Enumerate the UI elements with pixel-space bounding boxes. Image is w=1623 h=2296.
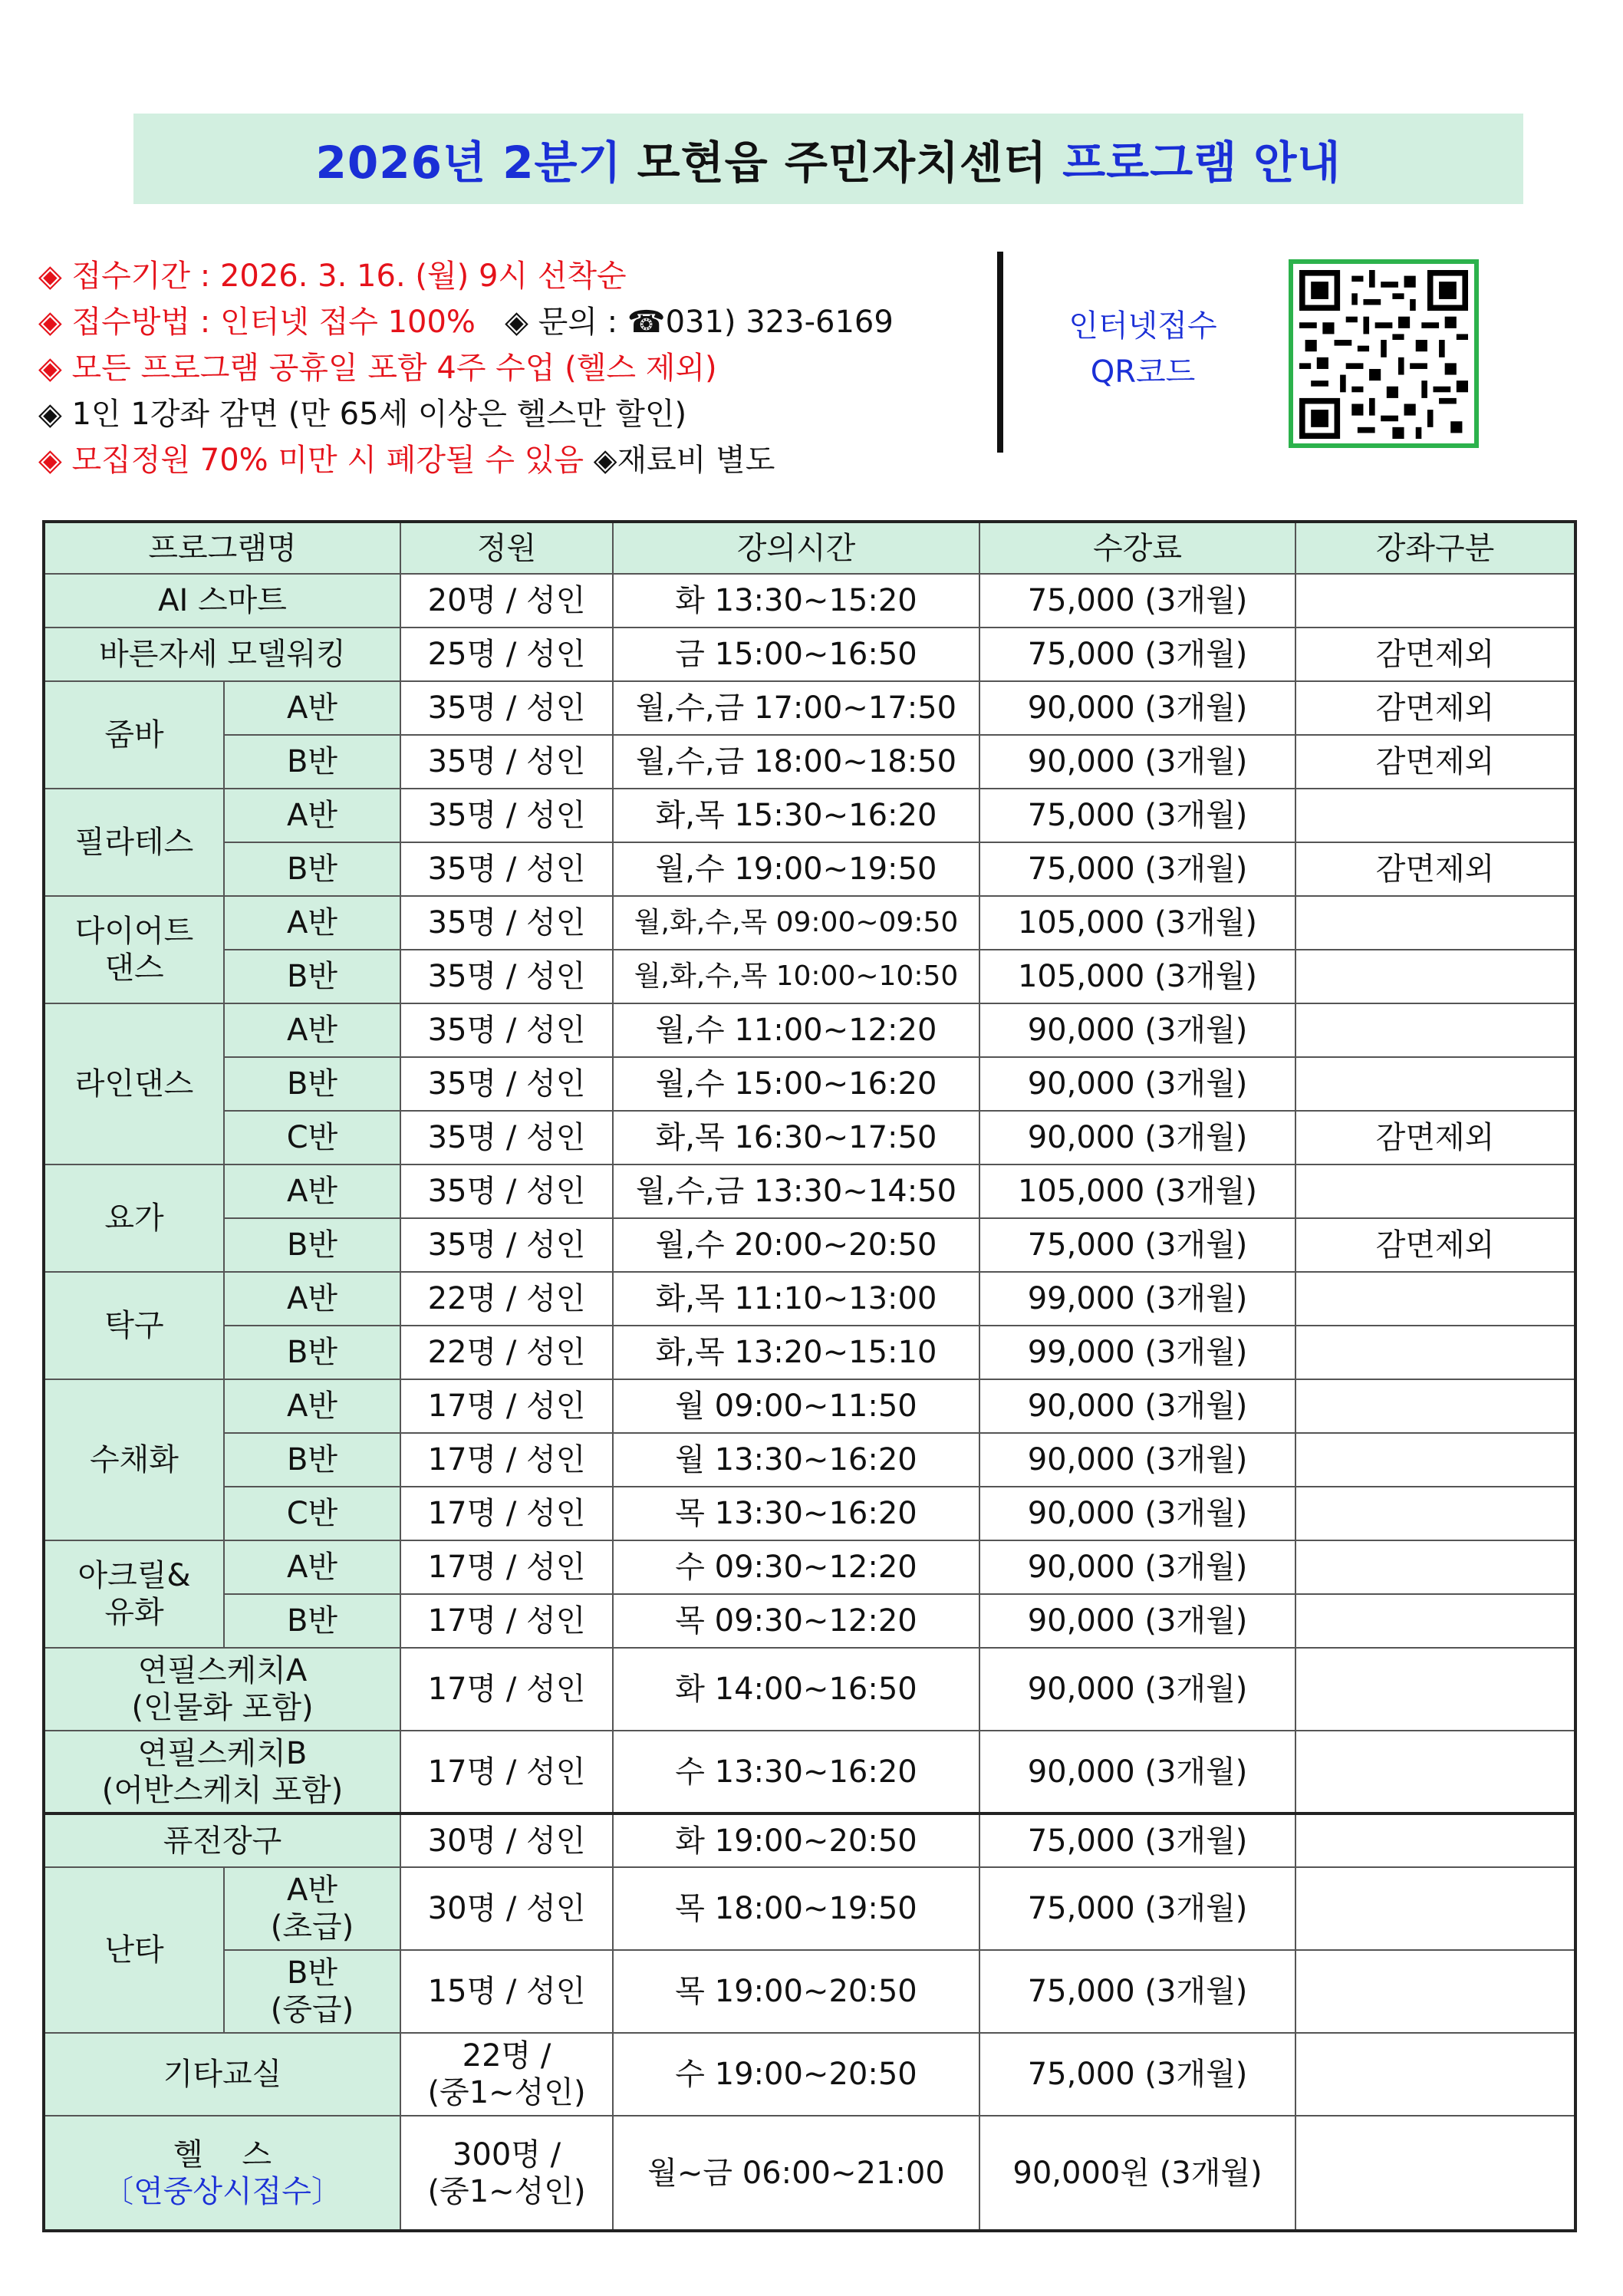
- cell-class: B반: [224, 1218, 400, 1272]
- cell-capacity-line1: 22명 /: [462, 2038, 551, 2074]
- cell-class: B반: [224, 1057, 400, 1111]
- cell-class-line1: B반: [286, 1955, 338, 1991]
- table-row: [44, 2116, 1575, 2231]
- cell-fee: 75,000 (3개월): [979, 574, 1295, 628]
- program-name-line2: 〔연중상시접수〕: [103, 2173, 342, 2209]
- cell-fee: 90,000 (3개월): [979, 1433, 1295, 1487]
- cell-capacity-line2: (중1~성인): [427, 2173, 586, 2209]
- cell-time: 수 09:30~12:20: [613, 1540, 979, 1594]
- cell-capacity: 35명 / 성인: [400, 896, 613, 950]
- cell-fee: 90,000 (3개월): [979, 1487, 1295, 1540]
- program-name-line1: 다이어트: [74, 914, 194, 949]
- notice-discount: ◈ 1인 1강좌 감면 (만 65세 이상은 헬스만 할인): [38, 397, 687, 432]
- notice-closure-row: [38, 437, 997, 483]
- cell-capacity: 35명 / 성인: [400, 789, 613, 842]
- cell-note: [1295, 1057, 1575, 1111]
- cell-class-line2: (중급): [270, 1992, 354, 2028]
- cell-note: [1295, 1487, 1575, 1540]
- program-name: 요가: [44, 1164, 224, 1272]
- cell-note: 감면제외: [1295, 628, 1575, 681]
- cell-capacity-line1: 300명 /: [452, 2136, 561, 2172]
- cell-class: B반: [224, 735, 400, 789]
- cell-fee: 90,000 (3개월): [979, 735, 1295, 789]
- cell-capacity: 30명 / 성인: [400, 1813, 613, 1867]
- cell-note: [1295, 1379, 1575, 1433]
- cell-capacity-line2: (중1~성인): [427, 2075, 586, 2110]
- table-row: [44, 1272, 1575, 1326]
- cell-capacity: 15명 / 성인: [400, 1950, 613, 2033]
- cell-time: 화 14:00~16:50: [613, 1648, 979, 1731]
- cell-fee: 75,000 (3개월): [979, 1218, 1295, 1272]
- cell-capacity: 22명 / 성인: [400, 1326, 613, 1379]
- program-name-line1: 연필스케치A: [137, 1653, 308, 1688]
- cell-class: A반: [224, 1540, 400, 1594]
- table-row: [44, 681, 1575, 735]
- cell-capacity: 17명 / 성인: [400, 1540, 613, 1594]
- cell-capacity: 35명 / 성인: [400, 1003, 613, 1057]
- cell-note: 감면제외: [1295, 1218, 1575, 1272]
- notice-period: ◈ 접수기간 : 2026. 3. 16. (월) 9시 선착순: [38, 259, 627, 294]
- table-row: [44, 1218, 1575, 1272]
- cell-fee: 75,000 (3개월): [979, 628, 1295, 681]
- header-category: 강좌구분: [1295, 522, 1575, 574]
- cell-capacity: 30명 / 성인: [400, 1867, 613, 1950]
- cell-note: [1295, 950, 1575, 1003]
- cell-note: [1295, 1003, 1575, 1057]
- cell-fee: 75,000 (3개월): [979, 1950, 1295, 2033]
- cell-note: [1295, 2116, 1575, 2231]
- table-row: [44, 896, 1575, 950]
- cell-fee: 90,000 (3개월): [979, 1731, 1295, 1813]
- table-row: [44, 574, 1575, 628]
- cell-capacity: 35명 / 성인: [400, 1057, 613, 1111]
- notice-list: [38, 253, 997, 483]
- cell-time: 월,수 19:00~19:50: [613, 842, 979, 896]
- cell-capacity: 17명 / 성인: [400, 1594, 613, 1648]
- cell-note: 감면제외: [1295, 735, 1575, 789]
- cell-class-line1: A반: [287, 1873, 338, 1908]
- cell-class: [224, 1867, 400, 1950]
- cell-capacity: 17명 / 성인: [400, 1379, 613, 1433]
- program-name: [44, 1731, 400, 1813]
- program-name-line2: (인물화 포함): [131, 1690, 314, 1725]
- cell-time: 금 15:00~16:50: [613, 628, 979, 681]
- cell-time: 목 13:30~16:20: [613, 1487, 979, 1540]
- cell-time: 목 18:00~19:50: [613, 1867, 979, 1950]
- table-row: [44, 1326, 1575, 1379]
- cell-capacity: 22명 / 성인: [400, 1272, 613, 1326]
- program-table: [42, 520, 1577, 2232]
- cell-capacity: 17명 / 성인: [400, 1648, 613, 1731]
- header-capacity: 정원: [400, 522, 613, 574]
- cell-fee: 75,000 (3개월): [979, 842, 1295, 896]
- cell-class-line2: (초급): [270, 1909, 354, 1945]
- notice-contact: ◈ 문의 : ☎031) 323-6169: [505, 305, 894, 340]
- cell-fee: 90,000 (3개월): [979, 681, 1295, 735]
- cell-time: 월,수,금 18:00~18:50: [613, 735, 979, 789]
- program-name: 수채화: [44, 1379, 224, 1540]
- qr-code-icon[interactable]: [1289, 259, 1479, 448]
- cell-capacity: 35명 / 성인: [400, 1164, 613, 1218]
- cell-note: [1295, 1867, 1575, 1950]
- notice-closure: ◈ 모집정원 70% 미만 시 폐강될 수 있음: [38, 443, 584, 478]
- program-name-line2: 유화: [104, 1595, 164, 1630]
- cell-fee: 75,000 (3개월): [979, 789, 1295, 842]
- cell-time: 월,수,금 13:30~14:50: [613, 1164, 979, 1218]
- table-row: [44, 1164, 1575, 1218]
- cell-class: A반: [224, 896, 400, 950]
- cell-class: B반: [224, 1326, 400, 1379]
- table-header: [44, 522, 1575, 574]
- cell-capacity: 25명 / 성인: [400, 628, 613, 681]
- notice-schedule: ◈ 모든 프로그램 공휴일 포함 4주 수업 (헬스 제외): [38, 351, 717, 386]
- cell-note: [1295, 1433, 1575, 1487]
- table-row: [44, 1111, 1575, 1164]
- program-name: 탁구: [44, 1272, 224, 1379]
- table-row: [44, 1003, 1575, 1057]
- cell-fee: 105,000 (3개월): [979, 950, 1295, 1003]
- cell-note: [1295, 1950, 1575, 2033]
- program-name-line1: 아크릴&: [77, 1558, 191, 1593]
- cell-time: 월,수 20:00~20:50: [613, 1218, 979, 1272]
- table-row: [44, 1731, 1575, 1813]
- cell-fee: 90,000 (3개월): [979, 1379, 1295, 1433]
- table-row: [44, 842, 1575, 896]
- table-row: [44, 1057, 1575, 1111]
- cell-time: 화 13:30~15:20: [613, 574, 979, 628]
- page-title: [133, 114, 1523, 204]
- notice-method-row: [38, 299, 997, 345]
- notice-materials: ◈재료비 별도: [593, 443, 775, 478]
- notice-method: ◈ 접수방법 : 인터넷 접수 100%: [38, 305, 476, 340]
- cell-note: 감면제외: [1295, 1111, 1575, 1164]
- table-row: [44, 1594, 1575, 1648]
- cell-capacity: 35명 / 성인: [400, 681, 613, 735]
- program-name: 라인댄스: [44, 1003, 224, 1164]
- table-row: [44, 1379, 1575, 1433]
- program-name: 기타교실: [44, 2033, 400, 2116]
- cell-time: 월,수 11:00~12:20: [613, 1003, 979, 1057]
- cell-time: 월,화,수,목 09:00~09:50: [613, 896, 979, 950]
- header-fee: 수강료: [979, 522, 1295, 574]
- cell-capacity: 35명 / 성인: [400, 842, 613, 896]
- table-row: [44, 1867, 1575, 1950]
- cell-fee: 90,000 (3개월): [979, 1648, 1295, 1731]
- table-row: [44, 1950, 1575, 2033]
- cell-capacity: 17명 / 성인: [400, 1731, 613, 1813]
- program-name-line2: (어반스케치 포함): [101, 1772, 344, 1808]
- cell-fee: 90,000 (3개월): [979, 1540, 1295, 1594]
- header-time: 강의시간: [613, 522, 979, 574]
- cell-time: 월 09:00~11:50: [613, 1379, 979, 1433]
- qr-label-line1: 인터넷접수: [1068, 308, 1217, 344]
- cell-note: [1295, 896, 1575, 950]
- cell-time: 목 09:30~12:20: [613, 1594, 979, 1648]
- cell-class: C반: [224, 1111, 400, 1164]
- cell-fee: 90,000 (3개월): [979, 1057, 1295, 1111]
- divider: [997, 252, 1003, 453]
- cell-note: 감면제외: [1295, 681, 1575, 735]
- cell-fee: 99,000 (3개월): [979, 1272, 1295, 1326]
- cell-capacity: 35명 / 성인: [400, 1218, 613, 1272]
- program-name-line2: 댄스: [104, 950, 164, 986]
- cell-fee: 90,000 (3개월): [979, 1003, 1295, 1057]
- cell-note: [1295, 1540, 1575, 1594]
- cell-note: [1295, 1731, 1575, 1813]
- cell-note: [1295, 789, 1575, 842]
- cell-capacity: 35명 / 성인: [400, 950, 613, 1003]
- program-name: 필라테스: [44, 789, 224, 896]
- cell-note: [1295, 1272, 1575, 1326]
- program-name: [44, 2116, 400, 2231]
- cell-fee: 90,000 (3개월): [979, 1111, 1295, 1164]
- cell-time: 화,목 16:30~17:50: [613, 1111, 979, 1164]
- cell-class: A반: [224, 789, 400, 842]
- table-row: [44, 2033, 1575, 2116]
- title-quarter: 2026년 2분기: [315, 137, 622, 189]
- cell-class: C반: [224, 1487, 400, 1540]
- program-name-line1: 헬 스: [173, 2136, 272, 2172]
- cell-note: [1295, 1594, 1575, 1648]
- program-name-line1: 연필스케치B: [137, 1735, 308, 1771]
- table-row: [44, 1648, 1575, 1731]
- cell-note: [1295, 1813, 1575, 1867]
- cell-time: 월,수 15:00~16:20: [613, 1057, 979, 1111]
- cell-class: A반: [224, 681, 400, 735]
- cell-time: 월,화,수,목 10:00~10:50: [613, 950, 979, 1003]
- header-program: 프로그램명: [44, 522, 400, 574]
- cell-class: A반: [224, 1003, 400, 1057]
- cell-fee: 90,000 (3개월): [979, 1594, 1295, 1648]
- cell-note: [1295, 1164, 1575, 1218]
- cell-capacity: 35명 / 성인: [400, 735, 613, 789]
- cell-time: 수 19:00~20:50: [613, 2033, 979, 2116]
- cell-capacity: 35명 / 성인: [400, 1111, 613, 1164]
- cell-class: A반: [224, 1379, 400, 1433]
- cell-class: A반: [224, 1164, 400, 1218]
- cell-time: 목 19:00~20:50: [613, 1950, 979, 2033]
- table-row: [44, 1813, 1575, 1867]
- cell-time: 화,목 13:20~15:10: [613, 1326, 979, 1379]
- cell-fee: 105,000 (3개월): [979, 1164, 1295, 1218]
- title-program: 프로그램 안내: [1062, 137, 1342, 189]
- qr-label-line2: QR코드: [1090, 354, 1196, 390]
- cell-time: 화,목 11:10~13:00: [613, 1272, 979, 1326]
- table-row: [44, 1540, 1575, 1594]
- table-row: [44, 1487, 1575, 1540]
- cell-fee: 75,000 (3개월): [979, 1813, 1295, 1867]
- table-row: [44, 950, 1575, 1003]
- qr-code-graphic: [1299, 270, 1468, 439]
- cell-class: [224, 1950, 400, 2033]
- cell-capacity: 17명 / 성인: [400, 1433, 613, 1487]
- cell-capacity: [400, 2116, 613, 2231]
- cell-note: [1295, 1648, 1575, 1731]
- cell-fee: 99,000 (3개월): [979, 1326, 1295, 1379]
- cell-time: 화,목 15:30~16:20: [613, 789, 979, 842]
- table-row: [44, 628, 1575, 681]
- program-name: 바른자세 모델워킹: [44, 628, 400, 681]
- table-row: [44, 789, 1575, 842]
- qr-label: [1028, 303, 1258, 395]
- cell-time: 화 19:00~20:50: [613, 1813, 979, 1867]
- cell-note: [1295, 2033, 1575, 2116]
- program-name: [44, 896, 224, 1003]
- cell-class: B반: [224, 842, 400, 896]
- program-name: AI 스마트: [44, 574, 400, 628]
- cell-note: [1295, 574, 1575, 628]
- program-name: 퓨전장구: [44, 1813, 400, 1867]
- cell-capacity: 20명 / 성인: [400, 574, 613, 628]
- cell-capacity: 17명 / 성인: [400, 1487, 613, 1540]
- program-name: [44, 1540, 224, 1648]
- cell-time: 월~금 06:00~21:00: [613, 2116, 979, 2231]
- program-name: 난타: [44, 1867, 224, 2033]
- title-center: 모현읍 주민자치센터: [637, 137, 1048, 189]
- cell-fee: 75,000 (3개월): [979, 1867, 1295, 1950]
- cell-fee: 105,000 (3개월): [979, 896, 1295, 950]
- program-name: 줌바: [44, 681, 224, 789]
- cell-class: A반: [224, 1272, 400, 1326]
- cell-note: 감면제외: [1295, 842, 1575, 896]
- table-row: [44, 735, 1575, 789]
- cell-time: 월 13:30~16:20: [613, 1433, 979, 1487]
- cell-class: B반: [224, 1433, 400, 1487]
- cell-fee: 90,000원 (3개월): [979, 2116, 1295, 2231]
- cell-capacity: [400, 2033, 613, 2116]
- cell-time: 월,수,금 17:00~17:50: [613, 681, 979, 735]
- cell-fee: 75,000 (3개월): [979, 2033, 1295, 2116]
- cell-time: 수 13:30~16:20: [613, 1731, 979, 1813]
- cell-note: [1295, 1326, 1575, 1379]
- cell-class: B반: [224, 1594, 400, 1648]
- table-row: [44, 1433, 1575, 1487]
- program-name: [44, 1648, 400, 1731]
- cell-class: B반: [224, 950, 400, 1003]
